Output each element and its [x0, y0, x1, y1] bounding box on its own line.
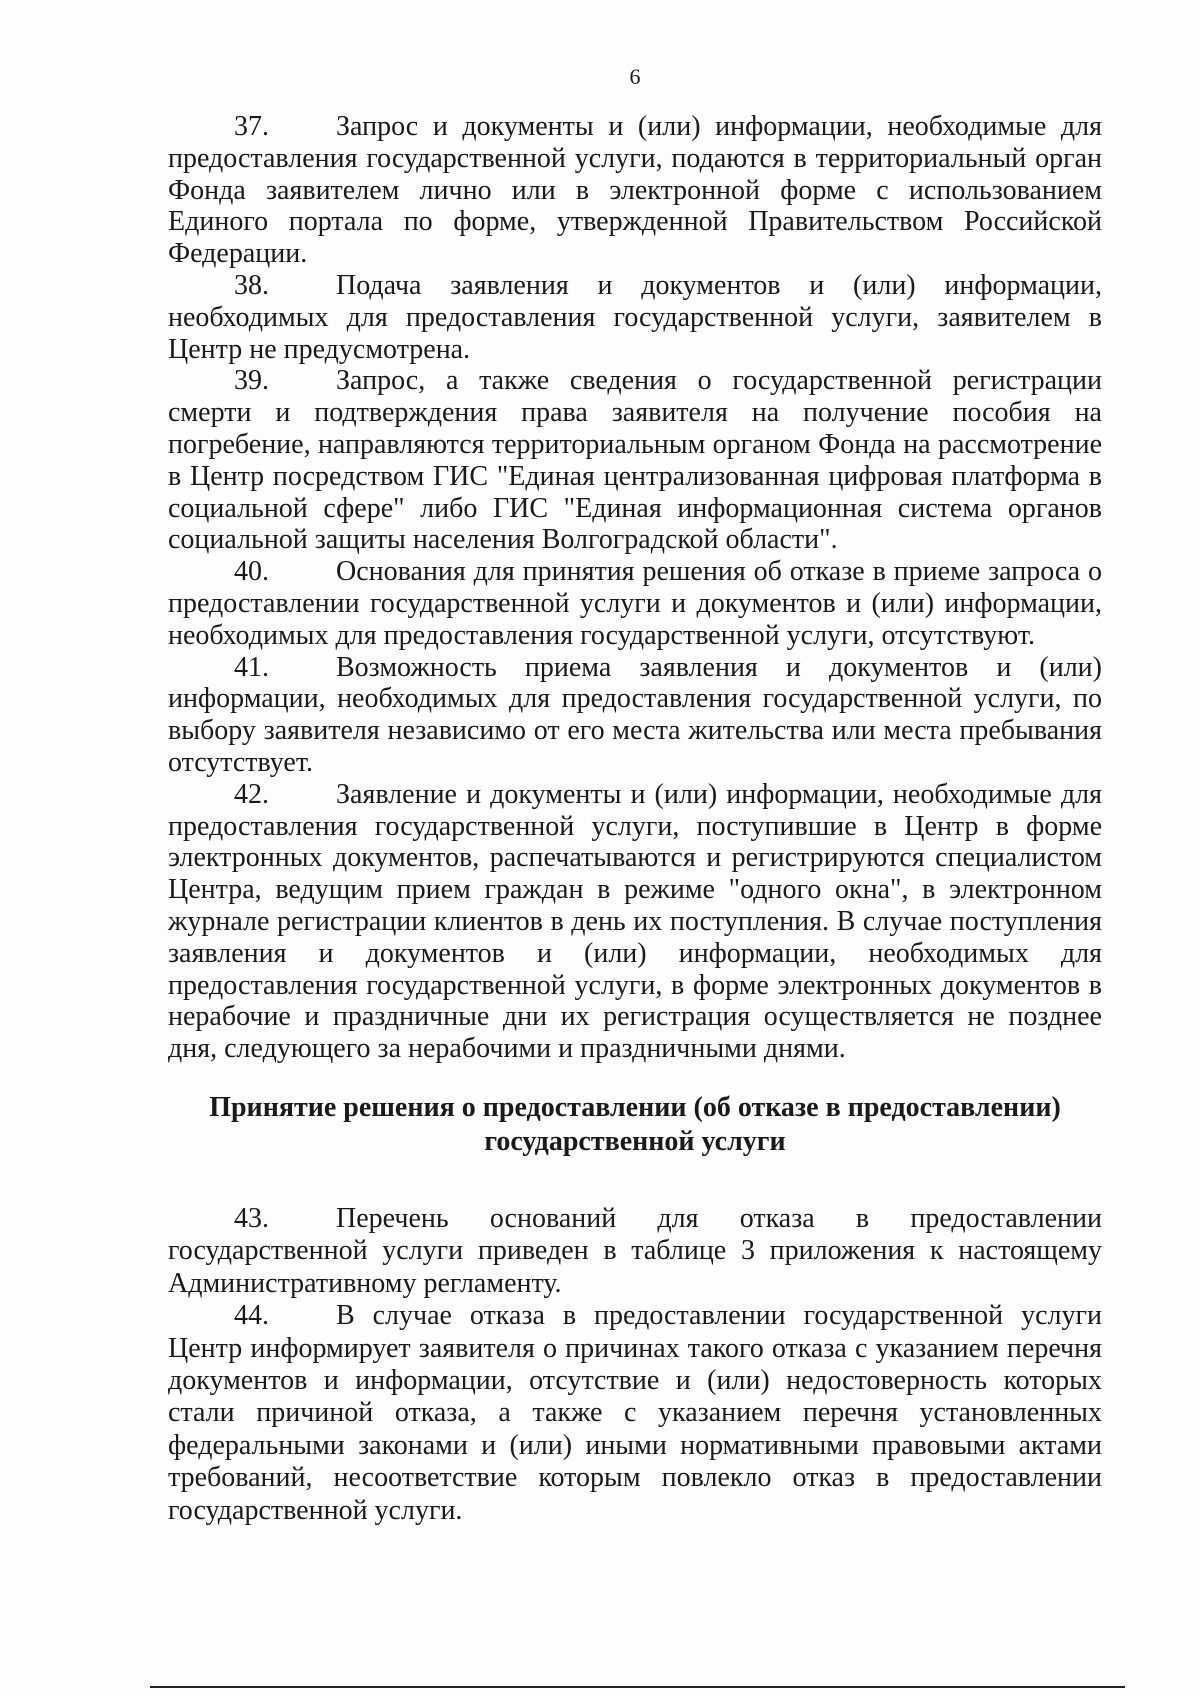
- section-heading: [168, 1091, 1102, 1159]
- paragraph-39: [168, 365, 1102, 556]
- paragraph-text: Основания для принятия решения об отказе в приеме запроса о предоставлении государственной услуги и документов и (или) информации, необходимых для предоставления государственной услуги, отсутствуют.: [168, 556, 1102, 651]
- paragraph-38: [168, 270, 1102, 365]
- section-body: [168, 1203, 1102, 1527]
- paragraph-number: 37.: [234, 111, 269, 142]
- paragraph-number: 39.: [234, 365, 269, 397]
- scan-bottom-rule: [150, 1686, 1125, 1688]
- paragraph-text: Перечень оснований для отказа в предоставлении государственной услуги приведен в таблице 3 приложения к настоящему Административному регламенту.: [168, 1202, 1102, 1299]
- paragraph-37: [168, 111, 1102, 270]
- paragraph-number: 43.: [234, 1202, 269, 1234]
- document-body: [168, 111, 1102, 1527]
- paragraph-number: 44.: [234, 1300, 269, 1332]
- paragraph-40: [168, 556, 1102, 651]
- paragraph-text: Подача заявления и документов и (или) информации, необходимых для предоставления государственной услуги, заявителем в Центр не предусмотрена.: [168, 269, 1102, 365]
- section-heading-line-2: государственной услуги: [484, 1125, 786, 1157]
- paragraph-text: Запрос и документы и (или) информации, необходимые для предоставления государственной услуги, подаются в территориальный орган Фонда заявителем лично или в электронной форме с использованием Единого портала по форме, утвержденной Правительством Российской Федерации.: [168, 111, 1102, 270]
- section-heading-line-1: Принятие решения о предоставлении (об отказе в предоставлении): [209, 1091, 1061, 1123]
- paragraph-42: [168, 779, 1102, 1065]
- paragraph-text: В случае отказа в предоставлении государственной услуги Центр информирует заявителя о причинах такого отказа с указанием перечня документов и информации, отсутствие и (или) недостоверность которых стали причиной отказа, а также с указанием перечня установленных федеральными законами и (или) иными нормативными правовыми актами требований, несоответствие которым повлекло отказ в предоставлении государственной услуги.: [168, 1300, 1102, 1526]
- paragraph-44: [168, 1300, 1102, 1527]
- paragraph-text: Запрос, а также сведения о государственной регистрации смерти и подтверждения права заявителя на получение пособия на погребение, направляются территориальным органом Фонда на рассмотрение в Центр посредством ГИС "Единая централизованная цифровая платформа в социальной сфере" либо ГИС "Единая информационная система органов социальной защиты населения Волгоградской области".: [168, 365, 1102, 556]
- paragraph-number: 41.: [234, 651, 269, 683]
- paragraph-number: 42.: [234, 778, 269, 810]
- paragraph-text: Заявление и документы и (или) информации, необходимые для предоставления государственной услуги, поступившие в Центр в форме электронных документов, распечатываются и регистрируются специалистом Центра, ведущим прием граждан в режиме "одного окна", в электронном журнале регистрации клиентов в день их поступления. В случае поступления заявления и документов и (или) информации, необходимых для предоставления государственной услуги, в форме электронных документов в нерабочие и праздничные дни их регистрация осуществляется не позднее дня, следующего за нерабочими и праздничными днями.: [168, 778, 1102, 1065]
- paragraph-41: [168, 652, 1102, 779]
- paragraph-43: [168, 1203, 1102, 1300]
- page-number: 6: [629, 64, 641, 89]
- paragraph-text: Возможность приема заявления и документов и (или) информации, необходимых для предоставления государственной услуги, по выбору заявителя независимо от его места жительства или места пребывания отсутствует.: [168, 651, 1102, 778]
- paragraph-number: 40.: [234, 556, 269, 588]
- paragraph-number: 38.: [234, 269, 269, 301]
